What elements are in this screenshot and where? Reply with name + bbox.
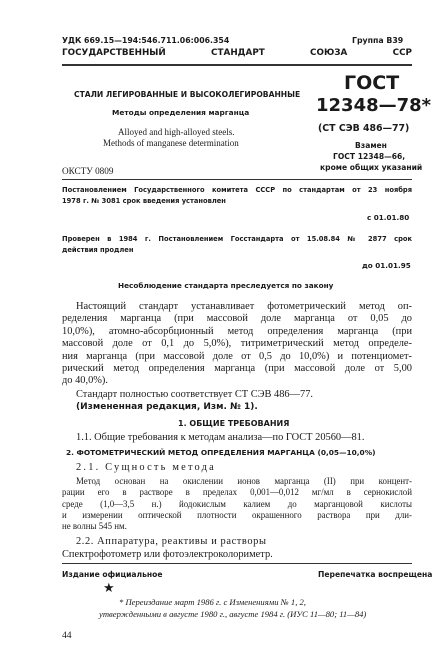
s21-line: и измерении оптической плотности окрашенного раствора при дли- — [62, 509, 412, 520]
standard-line: ГОСУДАРСТВЕННЫЙ СТАНДАРТ СОЮЗА ССР — [62, 48, 412, 58]
footnote-line2: утвержденными в августе 1980 г., августе 1984 г. (ИУС 11—80; 11—84) — [99, 609, 367, 619]
checked-date: до 01.01.95 — [362, 261, 411, 270]
title-en-line1: Alloyed and high-alloyed steels. — [118, 127, 235, 137]
s21-line: рации его в растворе в пределах 0,001—0,012 мг/мл в сернокислой — [62, 487, 412, 498]
star-mark: ★ — [103, 580, 115, 595]
group-label: Группа В39 — [352, 36, 404, 45]
s21-line: среде (1,0—3,5 н.) йодокислым калием до марганцовой кислоты — [62, 498, 412, 509]
intro-line: рический метод определения марганца (при массовой доле от 5,00 — [62, 362, 412, 374]
title-en-line2: Methods of manganese determination — [103, 138, 239, 148]
s21-heading-text: 2.1. Сущность метода — [76, 462, 216, 473]
s21-line: не волны 545 нм. — [62, 521, 127, 532]
reprint-prohibited: Перепечатка воспрещена — [318, 570, 433, 579]
decree-date: с 01.01.80 — [367, 213, 410, 222]
decree-line1: Постановлением Государственного комитета СССР по стандартам от 23 ноября — [62, 186, 412, 194]
replace-label: Взамен — [355, 141, 387, 150]
okstu-rule — [62, 179, 412, 180]
intro-line: массовой доле от 0,1 до 5,0%), титриметрический метод определе- — [62, 338, 412, 350]
footnote-line1: * Переиздание март 1986 г. с Изменениями № 1, 2, — [119, 597, 306, 607]
intro-line: до 40,0%). — [62, 375, 108, 387]
s21-heading — [76, 462, 216, 473]
header-rule — [62, 64, 412, 66]
decree-line2: 1978 г. № 3081 срок введения установлен — [62, 197, 226, 205]
amendment-note: (Измененная редакция, Изм. № 1). — [76, 402, 258, 412]
gost-label: ГОСТ — [344, 72, 400, 94]
gost-number: 12348—78* — [316, 95, 432, 116]
section1-heading: 1. ОБЩИЕ ТРЕБОВАНИЯ — [178, 419, 290, 428]
sev-number: (СТ СЭВ 486—77) — [318, 123, 410, 134]
checked-line2: действия продлен — [62, 246, 134, 254]
footer-rule — [62, 563, 412, 564]
title-ru: СТАЛИ ЛЕГИРОВАННЫЕ И ВЫСОКОЛЕГИРОВАННЫЕ — [74, 90, 301, 99]
conformity-text: Стандарт полностью соответствует СТ СЭВ 486—77. — [76, 389, 314, 400]
law-warning: Несоблюдение стандарта преследуется по закону — [118, 281, 334, 290]
page-number: 44 — [62, 630, 72, 641]
okstu-code: ОКСТУ 0809 — [62, 166, 114, 176]
replace-value: ГОСТ 12348—66, — [333, 152, 406, 161]
intro-line: 10,0%), атомно-абсорбционный метод определения марганца (при — [62, 325, 412, 337]
s21-paragraph — [62, 476, 412, 532]
subtitle-ru: Методы определения марганца — [112, 108, 250, 117]
intro-paragraph — [62, 301, 412, 388]
intro-line: ределения марганца (при массовой доле марганца от 0,05 до — [62, 313, 412, 325]
udc-code: УДК 669.15—194:546.711.06:006.354 — [62, 36, 230, 45]
s22-text: Спектрофотометр или фотоэлектроколориметр. — [62, 549, 273, 560]
s22-heading-text: 2.2. Аппаратура, реактивы и растворы — [76, 536, 267, 547]
section1-text: 1.1. Общие требования к методам анализа—по ГОСТ 20560—81. — [76, 432, 365, 443]
replace-note: кроме общих указаний — [320, 163, 423, 172]
intro-line: ния марганца (при массовой доле от 0,5 до 10,0%) и потенциомет- — [62, 350, 412, 362]
s21-line: Метод основан на окислении ионов марганца (II) при концент- — [76, 476, 412, 486]
section2-heading: 2. ФОТОМЕТРИЧЕСКИЙ МЕТОД ОПРЕДЕЛЕНИЯ МАРГАНЦА (0,05—10,0%) — [66, 448, 376, 457]
intro-line: Настоящий стандарт устанавливает фотометрический метод оп- — [76, 301, 412, 312]
checked-line1: Проверен в 1984 г. Постановлением Госстандарта от 15.08.84 № 2877 срок — [62, 235, 412, 243]
s22-heading — [76, 536, 267, 547]
official-edition: Издание официальное — [62, 570, 163, 579]
